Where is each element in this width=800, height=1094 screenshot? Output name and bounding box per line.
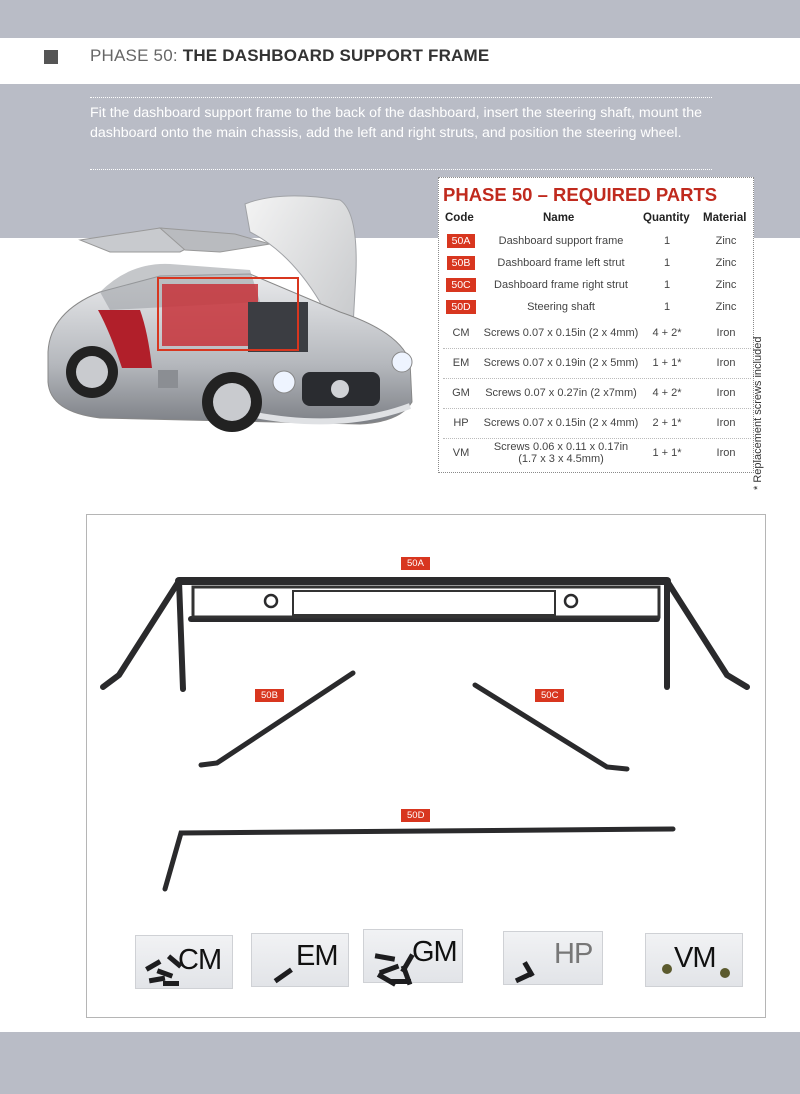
part-name: Screws 0.06 x 0.11 x 0.17in (1.7 x 3 x 4.5mm) bbox=[493, 441, 629, 465]
right-strut bbox=[475, 685, 627, 769]
table-row bbox=[439, 230, 755, 252]
screw-bag-vm: VM bbox=[645, 933, 743, 987]
part-quantity: 1 bbox=[663, 235, 671, 247]
part-code: HP bbox=[453, 417, 469, 429]
part-name: Screws 0.07 x 0.27in (2 x7mm) bbox=[485, 387, 637, 399]
part-material: Iron bbox=[716, 447, 736, 459]
part-material: Zinc bbox=[715, 235, 737, 247]
table-row bbox=[439, 408, 755, 438]
label-50d: 50D bbox=[401, 809, 430, 822]
steering-shaft bbox=[165, 829, 673, 889]
title-bar bbox=[0, 38, 800, 84]
part-code: 50A bbox=[443, 230, 479, 252]
part-name: Dashboard frame left strut bbox=[497, 257, 625, 269]
page-title bbox=[90, 46, 489, 66]
table-row bbox=[439, 378, 755, 408]
part-code: EM bbox=[452, 357, 470, 369]
dashboard-support-frame bbox=[103, 581, 747, 689]
part-material: Zinc bbox=[715, 279, 737, 291]
table-row bbox=[439, 252, 755, 274]
part-code: 50D bbox=[443, 296, 479, 318]
column-header-code: Code bbox=[445, 212, 474, 224]
table-row bbox=[439, 348, 755, 378]
part-code: 50C bbox=[443, 274, 479, 296]
intro-text: Fit the dashboard support frame to the back of the dashboard, insert the steering shaft, mount the dashboard onto the main chassis, add the left and right struts, and position the steering wheel. bbox=[90, 105, 703, 141]
column-header-quantity: Quantity bbox=[643, 212, 690, 224]
parts-photo bbox=[86, 514, 766, 1018]
table-row bbox=[439, 438, 755, 468]
table-row bbox=[439, 318, 755, 348]
table-row bbox=[439, 296, 755, 318]
car-photo bbox=[40, 192, 430, 442]
phase-prefix: PHASE 50: bbox=[90, 46, 178, 65]
part-quantity: 4 + 2* bbox=[652, 327, 682, 339]
part-name: Steering shaft bbox=[527, 301, 595, 313]
part-quantity: 4 + 2* bbox=[652, 387, 682, 399]
bullet-square-icon bbox=[44, 50, 58, 64]
part-quantity: 1 bbox=[663, 257, 671, 269]
part-material: Zinc bbox=[715, 301, 737, 313]
part-material: Zinc bbox=[715, 257, 737, 269]
label-50c: 50C bbox=[535, 689, 564, 702]
part-name: Screws 0.07 x 0.15in (2 x 4mm) bbox=[483, 417, 639, 429]
parts-drawing bbox=[87, 515, 765, 915]
part-name: Dashboard frame right strut bbox=[494, 279, 628, 291]
table-row bbox=[439, 274, 755, 296]
top-band bbox=[0, 0, 800, 38]
part-code: CM bbox=[452, 327, 470, 339]
label-50a: 50A bbox=[401, 557, 430, 570]
part-quantity: 1 bbox=[663, 279, 671, 291]
required-parts-table bbox=[438, 177, 754, 473]
bottom-band bbox=[0, 1032, 800, 1094]
part-material: Iron bbox=[716, 327, 736, 339]
column-header-material: Material bbox=[703, 212, 747, 224]
screw-bag-cm: CM bbox=[135, 935, 233, 989]
part-material: Iron bbox=[716, 357, 736, 369]
part-name: Dashboard support frame bbox=[498, 235, 624, 247]
part-material: Iron bbox=[716, 417, 736, 429]
part-material: Iron bbox=[716, 387, 736, 399]
screws-drawing bbox=[87, 915, 765, 1015]
phase-title: THE DASHBOARD SUPPORT FRAME bbox=[182, 46, 490, 65]
divider bbox=[90, 169, 712, 170]
left-strut bbox=[201, 673, 353, 765]
footnote: * Replacement screws included bbox=[752, 336, 764, 490]
screw-bag-hp: HP bbox=[503, 931, 603, 985]
part-name: Screws 0.07 x 0.19in (2 x 5mm) bbox=[483, 357, 639, 369]
divider bbox=[90, 97, 712, 98]
part-code: GM bbox=[452, 387, 470, 399]
part-quantity: 2 + 1* bbox=[652, 417, 682, 429]
part-name: Screws 0.07 x 0.15in (2 x 4mm) bbox=[483, 327, 639, 339]
screw-bag-em: EM bbox=[251, 933, 349, 987]
part-quantity: 1 + 1* bbox=[652, 357, 682, 369]
screw-bag-gm: GM bbox=[363, 929, 463, 983]
part-code: 50B bbox=[443, 252, 479, 274]
label-50b: 50B bbox=[255, 689, 284, 702]
part-code: VM bbox=[452, 447, 470, 459]
parts-table-title: PHASE 50 – REQUIRED PARTS bbox=[443, 184, 718, 205]
part-quantity: 1 bbox=[663, 301, 671, 313]
column-header-name: Name bbox=[543, 212, 575, 224]
part-quantity: 1 + 1* bbox=[652, 447, 682, 459]
